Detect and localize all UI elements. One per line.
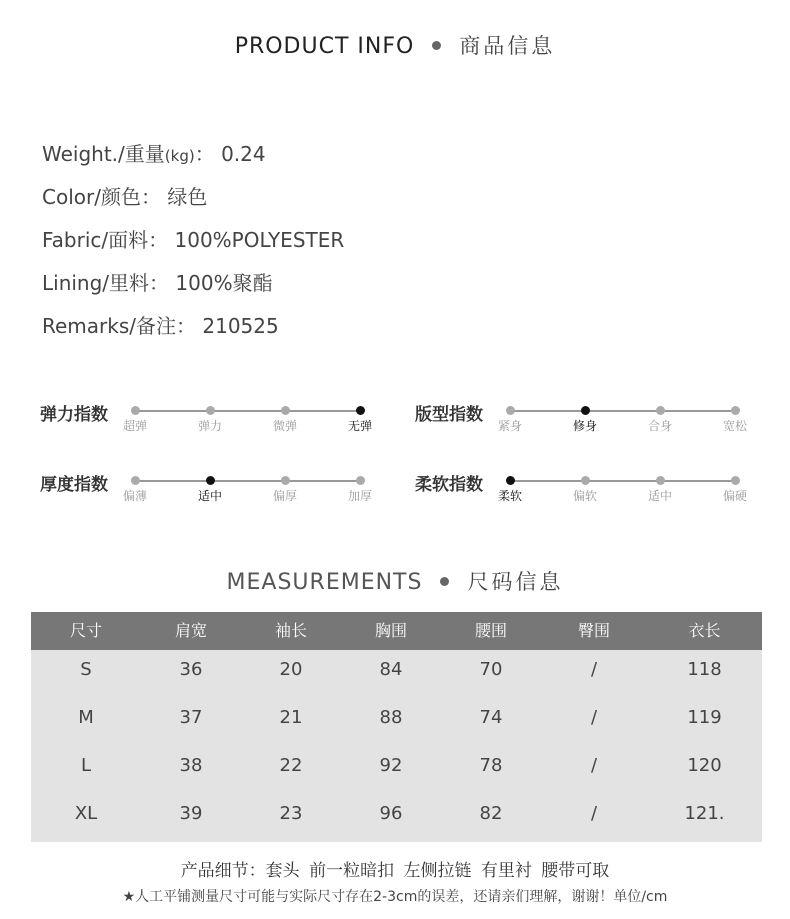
measurement-note: ★人工平铺测量尺寸可能与实际尺寸存在2-3cm的误差，还请亲们理解，谢谢！单位/cm [122,889,668,905]
info-unit: (kg) [164,147,195,165]
table-row [31,746,762,794]
info-label: Fabric/面料 [42,228,149,252]
index-dot-icon [581,476,590,485]
table-cell: 96 [379,803,403,824]
info-sep: ： [148,228,169,252]
index-option-label: 微弹 [272,419,298,433]
index-dot-icon [131,406,140,415]
table-cell: 88 [379,707,403,728]
table-cell: 92 [379,755,403,776]
index-option-label: 适中 [197,489,223,503]
index-track [510,480,735,482]
measurements-title-cn: 尺码信息 [467,570,564,594]
table-cell: 78 [479,755,503,776]
measurements-title [0,566,790,596]
index-dot-icon [356,476,365,485]
product-info-title-cn: 商品信息 [459,34,556,58]
table-cell: 84 [379,659,403,680]
measurements-table [31,612,762,842]
info-value: 210525 [202,314,279,338]
index-fit [415,400,775,444]
product-detail-text: 产品细节：套头 前一粒暗扣 左侧拉链 有里衬 腰带可取 [180,861,610,881]
index-selected-dot-icon [206,476,215,485]
table-cell: / [590,755,598,776]
table-header-cell: 衣长 [688,621,721,640]
index-option-label: 修身 [572,419,598,433]
table-row [31,794,762,842]
product-info-title-en: PRODUCT INFO [234,34,415,59]
info-row-lining [42,269,344,312]
index-option-label: 加厚 [347,489,373,503]
table-cell: XL [74,803,98,824]
index-track [135,480,360,482]
table-header-cell: 尺寸 [69,621,102,640]
index-label: 厚度指数 [40,475,108,495]
title-dot-icon [432,41,441,50]
index-option-label: 偏薄 [122,489,148,503]
info-value: 0.24 [221,142,266,166]
index-selected-dot-icon [581,406,590,415]
product-info-title [0,30,790,60]
table-cell: / [590,707,598,728]
table-header [31,612,762,650]
index-dot-icon [656,406,665,415]
table-cell: 20 [279,659,303,680]
table-header-cell: 胸围 [374,621,407,640]
index-option-label: 超弹 [122,419,148,433]
index-dot-icon [731,476,740,485]
index-selected-dot-icon [356,406,365,415]
index-option-label: 宽松 [722,419,748,433]
index-option-label: 偏软 [572,489,598,503]
info-row-weight [42,140,344,183]
info-row-color [42,183,344,226]
table-cell: 37 [179,707,203,728]
table-cell: 38 [179,755,203,776]
index-selected-dot-icon [506,476,515,485]
index-dot-icon [656,476,665,485]
table-cell: 74 [479,707,503,728]
info-value: 100%POLYESTER [174,228,345,252]
info-label: Weight./重量 [42,142,165,166]
info-sep: ： [176,314,197,338]
measurements-title-en: MEASUREMENTS [226,570,423,595]
table-header-cell: 肩宽 [174,621,207,640]
info-row-fabric [42,226,344,269]
index-dot-icon [131,476,140,485]
index-option-label: 柔软 [497,489,523,503]
table-row [31,650,762,698]
table-cell: S [80,659,92,680]
info-sep: ： [149,271,170,295]
index-option-label: 偏硬 [722,489,748,503]
index-softness [415,470,775,514]
index-dot-icon [731,406,740,415]
table-cell: 39 [179,803,203,824]
info-sep: ： [194,142,215,166]
index-dot-icon [281,476,290,485]
index-option-label: 紧身 [497,419,523,433]
index-option-label: 适中 [647,489,673,503]
table-cell: 23 [279,803,303,824]
table-cell: 82 [479,803,503,824]
info-label: Remarks/备注 [42,314,177,338]
index-label: 版型指数 [415,405,483,425]
info-row-remarks [42,312,344,355]
index-option-label: 合身 [647,419,673,433]
table-cell: 21 [279,707,303,728]
index-elasticity [40,400,400,444]
index-label: 柔软指数 [415,475,483,495]
info-label: Lining/里料 [42,271,150,295]
info-value: 100%聚酯 [175,271,273,295]
table-cell: 119 [687,707,722,728]
index-option-label: 偏厚 [272,489,298,503]
table-cell: / [590,659,598,680]
table-cell: 70 [479,659,503,680]
product-info-list [42,140,344,355]
index-dot-icon [506,406,515,415]
index-dot-icon [206,406,215,415]
info-value: 绿色 [167,185,208,209]
table-cell: 22 [279,755,303,776]
index-option-label: 弹力 [197,419,223,433]
table-header-cell: 臀围 [577,621,610,640]
table-cell: 120 [687,755,722,776]
table-cell: M [78,707,94,728]
table-cell: 121. [684,803,725,824]
table-header-cell: 袖长 [274,621,307,640]
table-cell: / [590,803,598,824]
index-option-label: 无弹 [347,419,373,433]
index-thickness [40,470,400,514]
table-cell: 36 [179,659,203,680]
index-track [510,410,735,412]
info-label: Color/颜色 [42,185,141,209]
index-label: 弹力指数 [40,405,108,425]
index-dot-icon [281,406,290,415]
index-track [135,410,360,412]
table-cell: L [80,755,92,776]
table-cell: 118 [687,659,722,680]
table-row [31,698,762,746]
title-dot-icon [440,577,449,586]
info-sep: ： [140,185,161,209]
table-header-cell: 腰围 [474,621,507,640]
